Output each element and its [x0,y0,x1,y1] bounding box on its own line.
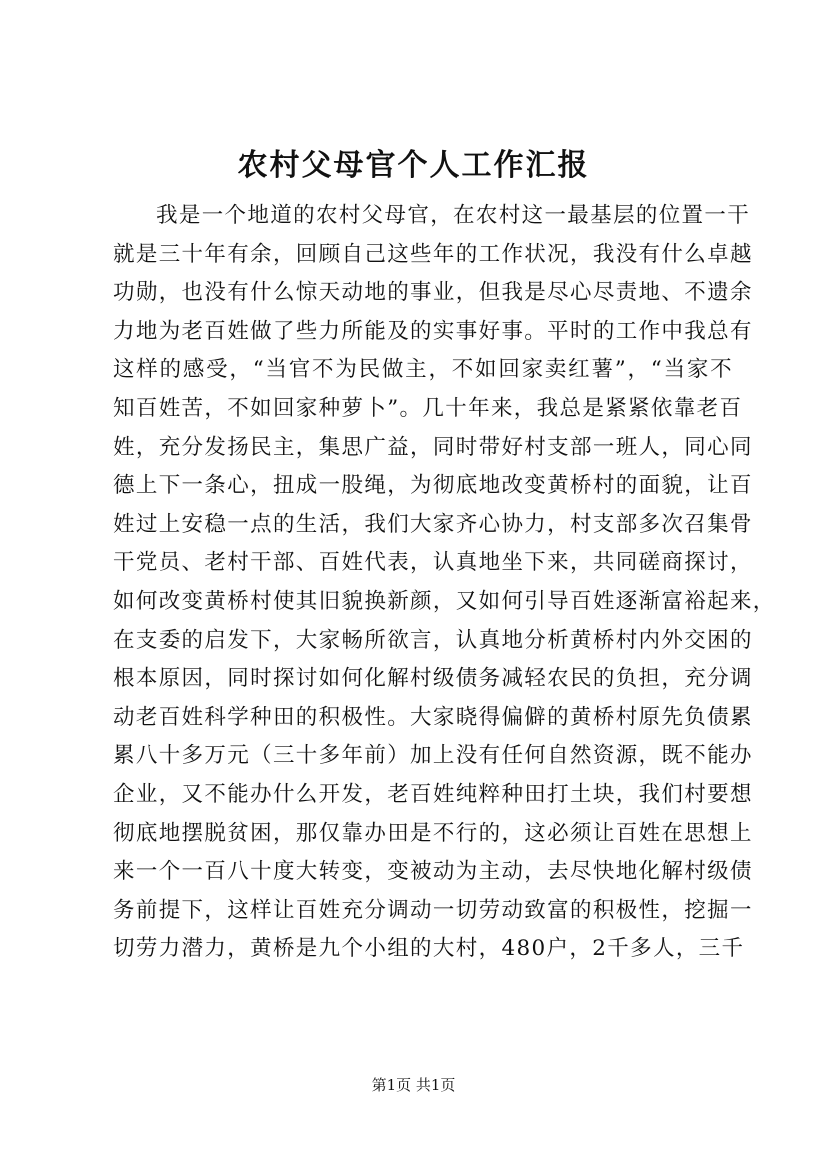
body-line: 如何改变黄桥村使其旧貌换新颜，又如何引导百姓逐渐富裕起来， [113,588,776,614]
body-line: 德上下一条心，扭成一股绳，为彻底地改变黄桥村的面貌，让百 [113,473,753,499]
body-line: 干党员、老村干部、百姓代表，认真地坐下来，共同磋商探讨， [113,550,753,576]
body-line: 根本原因，同时探讨如何化解村级债务减轻农民的负担，充分调 [113,666,753,692]
body-line: 功勋，也没有什么惊天动地的事业，但我是尽心尽责地、不遗余 [113,280,753,306]
body-line: 力地为老百姓做了些力所能及的实事好事。平时的工作中我总有 [113,318,753,344]
document-body [113,197,776,969]
body-line: 企业，又不能办什么开发，老百姓纯粹种田打土块，我们村要想 [113,781,753,807]
body-line: 累八十多万元（三十多年前）加上没有任何自然资源，既不能办 [113,743,753,769]
body-line: 在支委的启发下，大家畅所欲言，认真地分析黄桥村内外交困的 [113,627,753,653]
body-line: 动老百姓科学种田的积极性。大家晓得偏僻的黄桥村原先负债累 [113,704,753,730]
body-line: 姓，充分发扬民主，集思广益，同时带好村支部一班人，同心同 [113,434,753,460]
document-title: 农村父母官个人工作汇报 [237,148,590,183]
body-line: 来一个一百八十度大转变，变被动为主动，去尽快地化解村级债 [113,859,753,885]
body-line: 彻底地摆脱贫困，那仅靠办田是不行的，这必须让百姓在思想上 [113,820,753,846]
body-line: 知百姓苦，不如回家种萝卜”。几十年来，我总是紧紧依靠老百 [113,395,743,421]
body-line: 姓过上安稳一点的生活，我们大家齐心协力，村支部多次召集骨 [113,511,753,537]
page-footer: 第1页 共1页 [371,1076,456,1094]
body-line: 就是三十年有余，回顾自己这些年的工作状况，我没有什么卓越 [113,241,753,267]
body-line: 切劳力潜力，黄桥是九个小组的大村，480户，2千多人，三千 [113,936,745,962]
body-line: 我是一个地道的农村父母官，在农村这一最基层的位置一干 [156,203,751,228]
body-line: 这样的感受，“当官不为民做主，不如回家卖红薯”，“当家不 [113,357,733,383]
body-line: 务前提下，这样让百姓充分调动一切劳动致富的积极性，挖掘一 [113,897,753,923]
